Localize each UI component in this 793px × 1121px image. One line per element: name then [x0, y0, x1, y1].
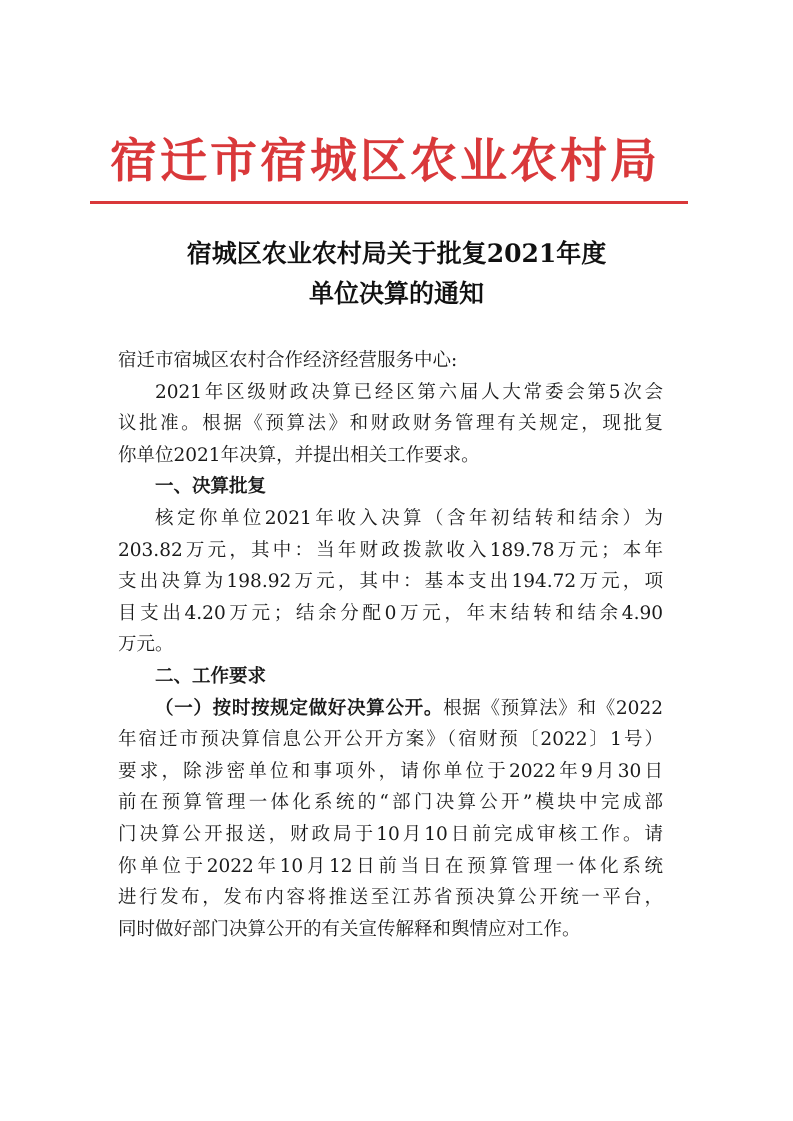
section-1-heading: 一、决算批复: [155, 476, 267, 498]
item-1-line-7: 进行发布，发布内容将推送至江苏省预决算公开统一平台，: [118, 887, 663, 909]
item-1-line-3: 要求，除涉密单位和事项外，请你单位于2022年9月30日: [118, 760, 663, 782]
item-1-line-8: 同时做好部门决算公开的有关宣传解释和舆情应对工作。: [118, 918, 581, 940]
item-1-heading: （一）按时按规定做好决算公开。: [155, 697, 444, 719]
letterhead-divider: [90, 201, 688, 204]
intro-line-1: 2021年区级财政决算已经区第六届人大常委会第5次会: [155, 381, 663, 403]
intro-line-3: 你单位2021年决算，并提出相关工作要求。: [118, 444, 480, 466]
section-1-line-2: 203.82万元，其中：当年财政拨款收入189.78万元；本年: [118, 539, 663, 561]
document-title-line-2: 单位决算的通知: [308, 279, 484, 308]
item-1-first-rest: 根据《预算法》和《2022: [443, 697, 663, 719]
item-1-line-6: 你单位于2022年10月12日前当日在预算管理一体化系统: [118, 855, 663, 877]
intro-line-2: 议批准。根据《预算法》和财政财务管理有关规定，现批复: [118, 413, 663, 435]
section-1-line-1: 核定你单位2021年收入决算（含年初结转和结余）为: [155, 507, 663, 529]
document-body: [118, 345, 663, 945]
document-title-line-1: 宿城区农业农村局关于批复2021年度: [186, 239, 607, 268]
document-title: [60, 234, 733, 314]
section-1-line-3: 支出决算为198.92万元，其中：基本支出194.72万元，项: [118, 571, 663, 593]
section-1-line-4: 目支出4.20万元；结余分配0万元，年末结转和结余4.90: [118, 602, 663, 624]
item-1-line-5: 门决算公开报送，财政局于10月10日前完成审核工作。请: [118, 823, 663, 845]
item-1-line-2: 年宿迁市预决算信息公开公开方案》（宿财预〔2022〕1号）: [118, 729, 663, 751]
section-2-heading: 二、工作要求: [155, 665, 267, 687]
salutation: 宿迁市宿城区农村合作经济经营服务中心:: [118, 350, 458, 371]
letterhead-org-name: 宿迁市宿城区农业农村局: [110, 134, 660, 189]
item-1-line-4: 前在预算管理一体化系统的“部门决算公开”模块中完成部: [118, 792, 663, 814]
item-1-line-1: [118, 693, 663, 725]
section-1-line-5: 万元。: [118, 634, 174, 656]
